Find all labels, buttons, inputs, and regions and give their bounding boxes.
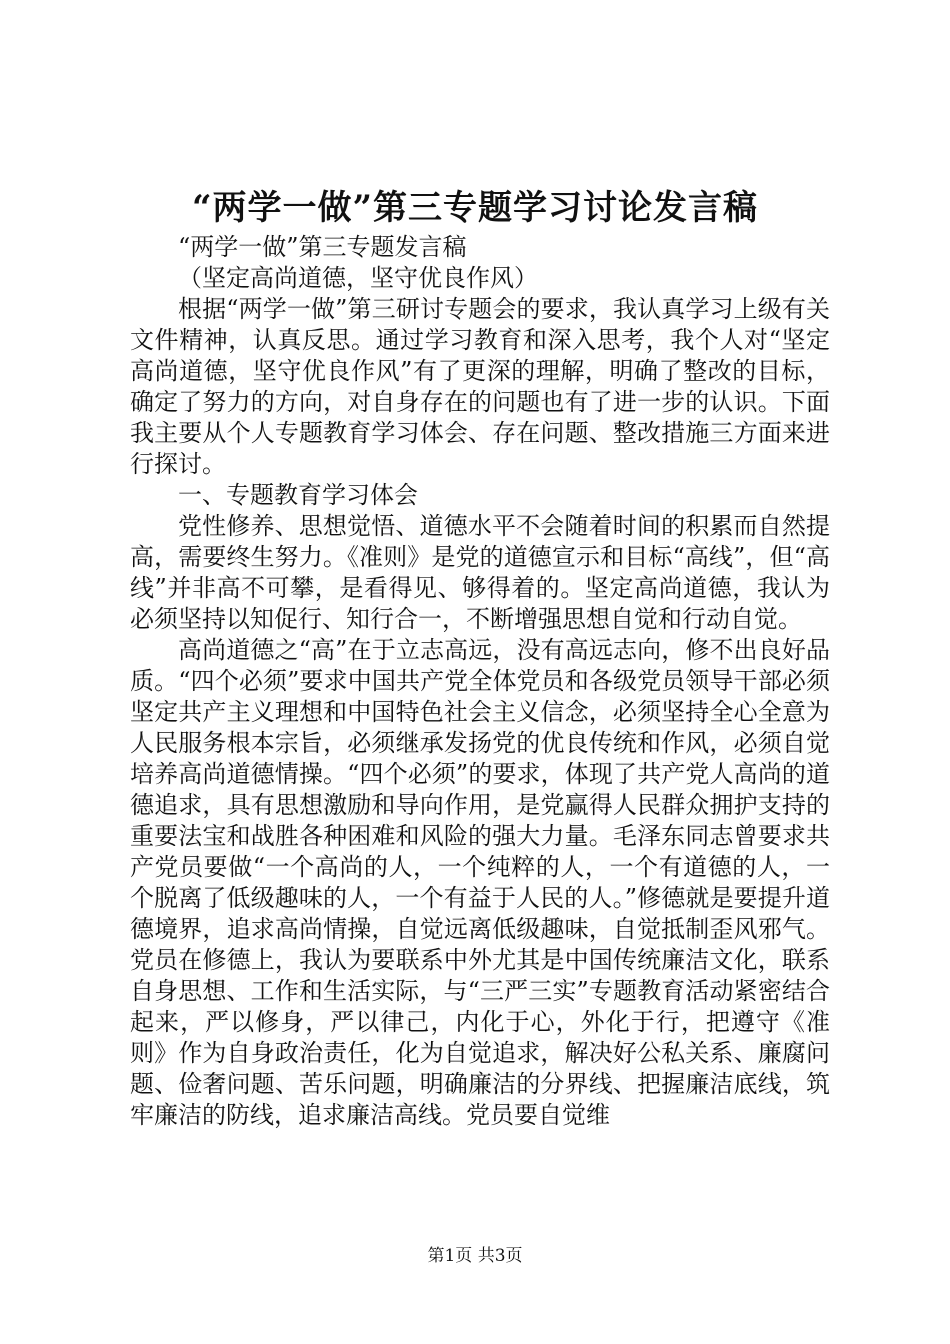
document-title: “两学一做”第三专题学习讨论发言稿	[191, 188, 759, 228]
page-footer: 第1页 共3页	[427, 1246, 523, 1266]
subtitle-line: “两学一做”第三专题发言稿	[178, 233, 467, 261]
theme-line: （坚定高尚道德，坚守优良作风）	[178, 264, 538, 292]
section-heading: 一、专题教育学习体会	[178, 481, 418, 509]
paragraph-intro: 根据“两学一做”第三研讨专题会的要求，我认真学习上级有关文件精神，认真反思。通过学习教育和深入思考，我个人对“坚定高尚道德，坚守优良作风”有了更深的理解，明确了整改的目标，确定了努力的方向，对自身存在的问题也有了进一步的认识。下面我主要从个人专题教育学习体会、存在问题、整改措施三方面来进行探讨。	[130, 295, 830, 478]
paragraph-body: 党性修养、思想觉悟、道德水平不会随着时间的积累而自然提高，需要终生努力。《准则》是党的道德宣示和目标“高线”，但“高线”并非高不可攀，是看得见、够得着的。坚定高尚道德，我认为必须坚持以知促行、知行合一，不断增强思想自觉和行动自觉。	[130, 512, 830, 633]
document-body	[130, 232, 830, 1131]
paragraph-body: 高尚道德之“高”在于立志高远，没有高远志向，修不出良好品质。“四个必须”要求中国共产党全体党员和各级党员领导干部必须坚定共产主义理想和中国特色社会主义信念，必须坚持全心全意为人民服务根本宗旨，必须继承发扬党的优良传统和作风，必须自觉培养高尚道德情操。“四个必须”的要求，体现了共产党人高尚的道德追求，具有思想激励和导向作用，是党赢得人民群众拥护支持的重要法宝和战胜各种困难和风险的强大力量。毛泽东同志曾要求共产党员要做“一个高尚的人，一个纯粹的人，一个有道德的人，一个脱离了低级趣味的人，一个有益于人民的人。”修德就是要提升道德境界，追求高尚情操，自觉远离低级趣味，自觉抵制歪风邪气。党员在修德上，我认为要联系中外尤其是中国传统廉洁文化，联系自身思想、工作和生活实际，与“三严三实”专题教育活动紧密结合起来，严以修身，严以律己，内化于心，外化于行，把遵守《准则》作为自身政治责任，化为自觉追求，解决好公私关系、廉腐问题、俭奢问题、苦乐问题，明确廉洁的分界线、把握廉洁底线，筑牢廉洁的防线，追求廉洁高线。党员要自觉维	[130, 636, 830, 1129]
